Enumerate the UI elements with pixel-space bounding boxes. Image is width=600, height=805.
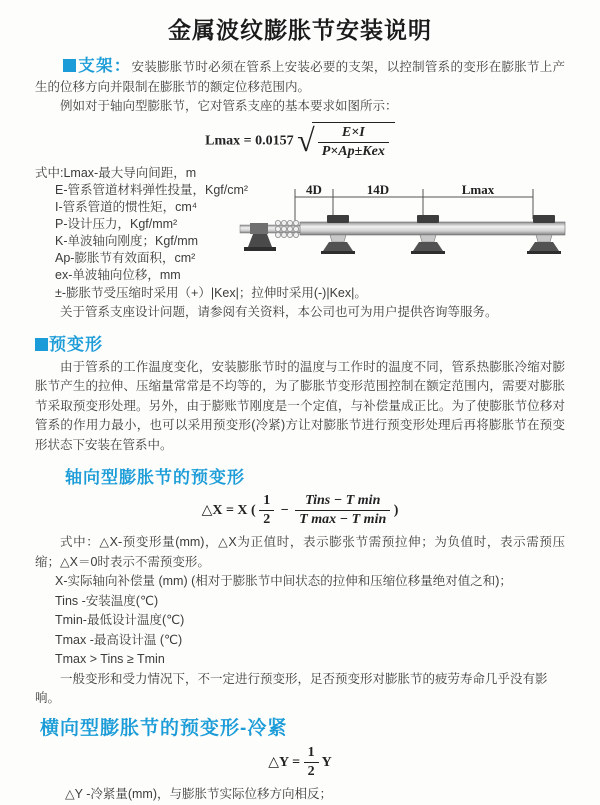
lmax-formula	[35, 122, 565, 160]
predeform-heading	[35, 330, 565, 355]
radicand	[312, 122, 395, 160]
lateral-formula-lead: △Y =	[268, 754, 301, 770]
plus-minus-line: ±-膨胀节受压缩时采用（+）|Kex|；拉伸时采用(-)|Kex|。	[55, 285, 367, 300]
axial-heading: 轴向型膨胀节的预变形	[65, 468, 245, 488]
predeform-heading-text: 预变形	[49, 334, 103, 354]
dim-label-14d: 14D	[366, 181, 390, 197]
axial-formula-half-fraction	[259, 493, 274, 528]
lmax-fraction-numerator: E×I	[318, 125, 389, 143]
axial-tins-line: Tins -安装温度(℃)	[55, 593, 159, 608]
axial-tmax-line: Tmax -最高设计温 (℃)	[55, 632, 183, 647]
axial-formula	[35, 493, 565, 528]
section-bullet-square-icon	[63, 59, 76, 72]
lateral-denominator: 2	[307, 763, 315, 779]
axial-tmin-line: Tmin-最低设计温度(℃)	[55, 613, 185, 628]
lmax-formula-lhs: Lmax = 0.0157	[205, 132, 294, 148]
axial-where-line: 式中：△X-预变形量(mm)，△X为正值时，表示膨张节需预拉伸；为负值时，表示需预压缩；△X＝0时表示不需预变形。	[35, 535, 565, 569]
temp-denominator: T max − T min	[299, 512, 387, 528]
where-intro-line: 式中:Lmax-最大导向间距，m	[35, 165, 197, 180]
dim-label-lmax: Lmax	[461, 181, 495, 197]
axial-formula-close: )	[393, 503, 399, 518]
support-intro-text: 安装膨胀节时必须在管系上安装必要的支架，以控制管系的变形在膨胀节上产生的位移方向并限制在膨胀节的额定位移范围内。	[35, 60, 565, 94]
axial-formula-temp-fraction	[295, 493, 390, 528]
variable-item-i: I-管系管道的惯性矩，cm⁴	[55, 199, 198, 214]
dim-label-4d: 4D	[306, 181, 322, 197]
half-denominator: 2	[263, 512, 271, 528]
pipe-support-diagram	[238, 181, 568, 273]
consult-line: 关于管系支座设计问题，请参阅有关资料，本公司也可为用户提供咨询等服务。	[60, 305, 498, 320]
lateral-formula	[35, 745, 565, 780]
lmax-fraction-denominator: P×Ap±Kex	[321, 143, 385, 159]
lateral-formula-tail: Y	[321, 754, 332, 770]
lateral-numerator: 1	[304, 745, 319, 763]
temp-numerator: Tins − T min	[295, 493, 390, 511]
lateral-y-line: △Y -冷紧量(mm)，与膨胀节实际位移方向相反；	[65, 787, 333, 802]
support-intro-paragraph	[35, 57, 565, 97]
variables-and-diagram-block	[35, 165, 565, 284]
variable-item-ap: Ap-膨胀节有效面积，cm²	[55, 250, 196, 265]
axial-x-line: X-实际轴向补偿量 (mm) (相对于膨胀节中间状态的拉伸和压缩位移量绝对值之和)；	[55, 574, 512, 589]
support-section-label: 支架：	[78, 57, 132, 75]
lmax-fraction	[318, 125, 389, 160]
pipe	[300, 222, 565, 235]
axial-formula-lead: △X = X (	[201, 503, 256, 518]
axial-formula-minus: −	[280, 503, 289, 518]
predeform-body: 由于管系的工作温度变化，安装膨胀节时的温度与工作时的温度不同，管系热膨胀冷缩对膨胀节产生的拉伸、压缩量常常是不均等的，为了膨胀节变形范围控制在额定范围内，需要对膨胀节采取预变形处理。另外，由于膨账节刚度是一个定值，与补偿量成正比。为了使膨胀节位移对管系的作用力最小，也可以采用预变形(冷紧)方让对膨胀节进行预变形处理后再将膨胀节在预变形状态下安装在管系中。	[35, 359, 565, 452]
axial-inequality-line: Tmax > Tins ≥ Tmin	[55, 652, 165, 667]
lateral-formula-fraction	[304, 745, 319, 780]
variable-item-p: P-设计压力，Kgf/mm²	[55, 216, 178, 231]
radical-sign-icon: √	[297, 122, 315, 158]
lateral-heading: 横向型膨胀节的预变形-冷紧	[40, 717, 288, 739]
section-bullet-square-icon	[35, 338, 48, 351]
support-example-line: 例如对于轴向型膨胀节，它对管系支座的基本要求如图所示：	[60, 99, 398, 113]
page-title: 金属波纹膨胀节安装说明	[168, 17, 432, 43]
radical-expression	[297, 122, 395, 160]
variable-item-k: K-单波轴向刚度；Kgf/mm	[55, 233, 199, 248]
variable-item-ex: ex-单波轴向位移，mm	[55, 267, 181, 282]
axial-note-line: 一般变形和受力情况下，不一定进行预变形，足否预变形对膨胀节的疲劳寿命几乎没有影响。	[35, 671, 548, 706]
variable-item-e: E-管系管道材料弹性投量，Kgf/cm²	[55, 182, 249, 197]
half-numerator: 1	[259, 493, 274, 511]
